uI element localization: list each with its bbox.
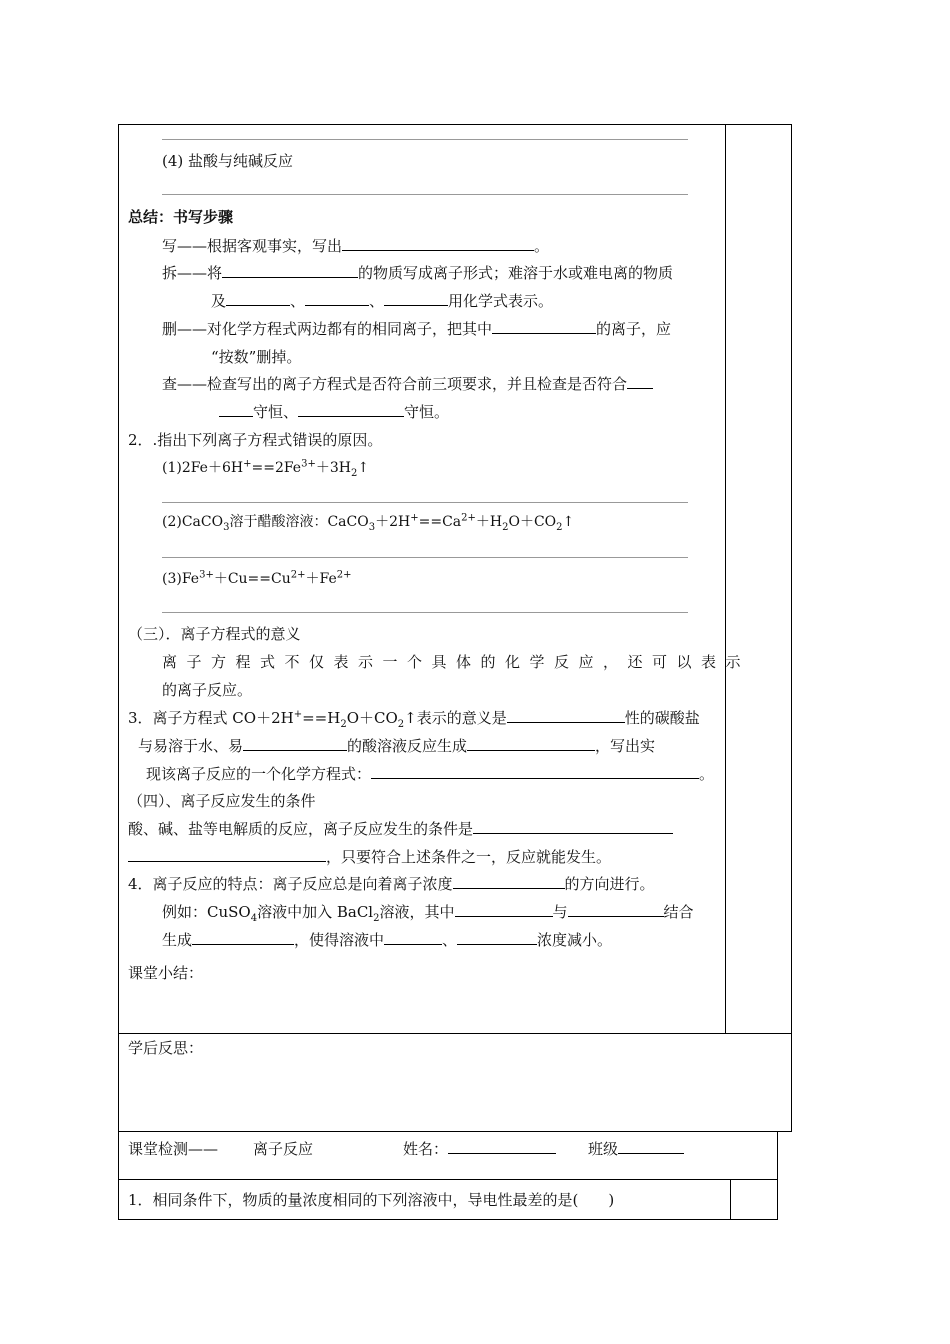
summary-title: 总结：书写步骤	[128, 208, 234, 226]
quiz-title: 课堂检测——	[128, 1140, 219, 1158]
question-4-label: (4) 盐酸与纯碱反应	[162, 152, 294, 170]
question-4-example: 例如：CuSO$_4$溶液中加入 BaCl$_2$溶液，其中 与 结合	[162, 903, 694, 924]
question-4-example-cont: 生成 ，使得溶液中 、 浓度减小。	[162, 931, 613, 949]
question-4: 4．离子反应的特点：离子反应总是向着离子浓度 的方向进行。	[128, 875, 655, 893]
fill-blank[interactable]	[568, 902, 664, 917]
fill-blank[interactable]	[492, 319, 596, 334]
answer-rule	[162, 139, 688, 140]
fill-blank[interactable]	[243, 736, 347, 751]
section-4-title: （四）、离子反应发生的条件	[128, 792, 316, 810]
fill-blank[interactable]	[507, 708, 625, 723]
class-summary-label: 课堂小结：	[128, 964, 204, 982]
fill-blank[interactable]	[467, 736, 595, 751]
fill-blank[interactable]	[226, 291, 290, 306]
section-3-body-cont: 的离子反应。	[162, 681, 253, 699]
fill-blank[interactable]	[371, 764, 699, 779]
fill-blank[interactable]	[384, 930, 442, 945]
fill-blank[interactable]	[457, 930, 537, 945]
answer-rule	[162, 612, 688, 613]
fill-blank[interactable]	[305, 291, 369, 306]
section-4-body: 酸、碱、盐等电解质的反应，离子反应发生的条件是	[128, 819, 673, 839]
name-input[interactable]	[448, 1139, 556, 1154]
section-4-body-cont: ，只要符合上述条件之一，反应就能发生。	[128, 847, 611, 867]
step-write: 写——根据客观事实，写出 。	[162, 237, 550, 255]
question-3: 3．离子方程式 $CO+2H^+==H_2O+CO_2↑$表示的意义是 性的碳酸盐	[128, 709, 700, 730]
question-3-cont: 与易溶于水、易 的酸溶液反应生成 ，写出实	[138, 737, 656, 755]
section-3-body: 离子方程式不仅表示一个具体的化学反应，还可以表示	[162, 653, 751, 671]
step-delete-cont: “按数”删掉。	[211, 348, 302, 366]
fill-blank[interactable]	[222, 263, 358, 278]
step-delete: 删——对化学方程式两边都有的相同离子，把其中 的离子，应	[162, 320, 672, 338]
fill-blank[interactable]	[342, 236, 534, 251]
reflection-box	[118, 1033, 792, 1132]
step-check: 查——检查写出的离子方程式是否符合前三项要求，并且检查是否符合	[162, 374, 653, 394]
fill-blank[interactable]	[298, 402, 404, 417]
question-3-cont2: 现该离子反应的一个化学方程式： 。	[146, 765, 715, 783]
section-3-title: （三）．离子方程式的意义	[128, 625, 301, 643]
fill-blank[interactable]	[384, 291, 448, 306]
step-split: 拆——将 的物质写成离子形式；难溶于水或难电离的物质	[162, 264, 674, 282]
fill-blank[interactable]	[627, 374, 653, 389]
fill-blank[interactable]	[455, 902, 553, 917]
class-input[interactable]	[618, 1139, 684, 1154]
quiz-question-column-divider	[730, 1179, 731, 1219]
step-split-cont: 及 、 、 用化学式表示。	[211, 292, 554, 310]
answer-rule	[162, 194, 688, 195]
question-2-title: 2．.指出下列离子方程式错误的原因。	[128, 431, 383, 449]
quiz-topic: 离子反应	[253, 1140, 314, 1158]
step-check-cont: 守恒、 守恒。	[219, 402, 449, 422]
main-table-right-column-divider	[725, 124, 726, 1033]
fill-blank[interactable]	[473, 819, 673, 834]
quiz-name-field: 姓名：	[403, 1139, 556, 1159]
reflection-label: 学后反思：	[128, 1039, 204, 1057]
fill-blank[interactable]	[219, 402, 253, 417]
quiz-question-1: 1．相同条件下，物质的量浓度相同的下列溶液中，导电性最差的是( )	[128, 1191, 615, 1209]
question-2-3: $(3)Fe^{3+}+Cu==Cu^{2+}+Fe^{2+}$	[162, 569, 352, 587]
answer-rule	[162, 557, 688, 558]
question-2-1: $(1)2Fe+6H^+==2Fe^{3+}+3H_2↑$	[162, 458, 370, 479]
question-2-2: (2)CaCO$_3$溶于醋酸溶液：$CaCO_3+2H^+==Ca^{2+}+H_2O+CO_2↑$	[162, 512, 575, 533]
fill-blank[interactable]	[128, 847, 326, 862]
quiz-class-field: 班级	[588, 1139, 684, 1159]
fill-blank[interactable]	[453, 874, 565, 889]
fill-blank[interactable]	[192, 930, 294, 945]
answer-rule	[162, 502, 688, 503]
